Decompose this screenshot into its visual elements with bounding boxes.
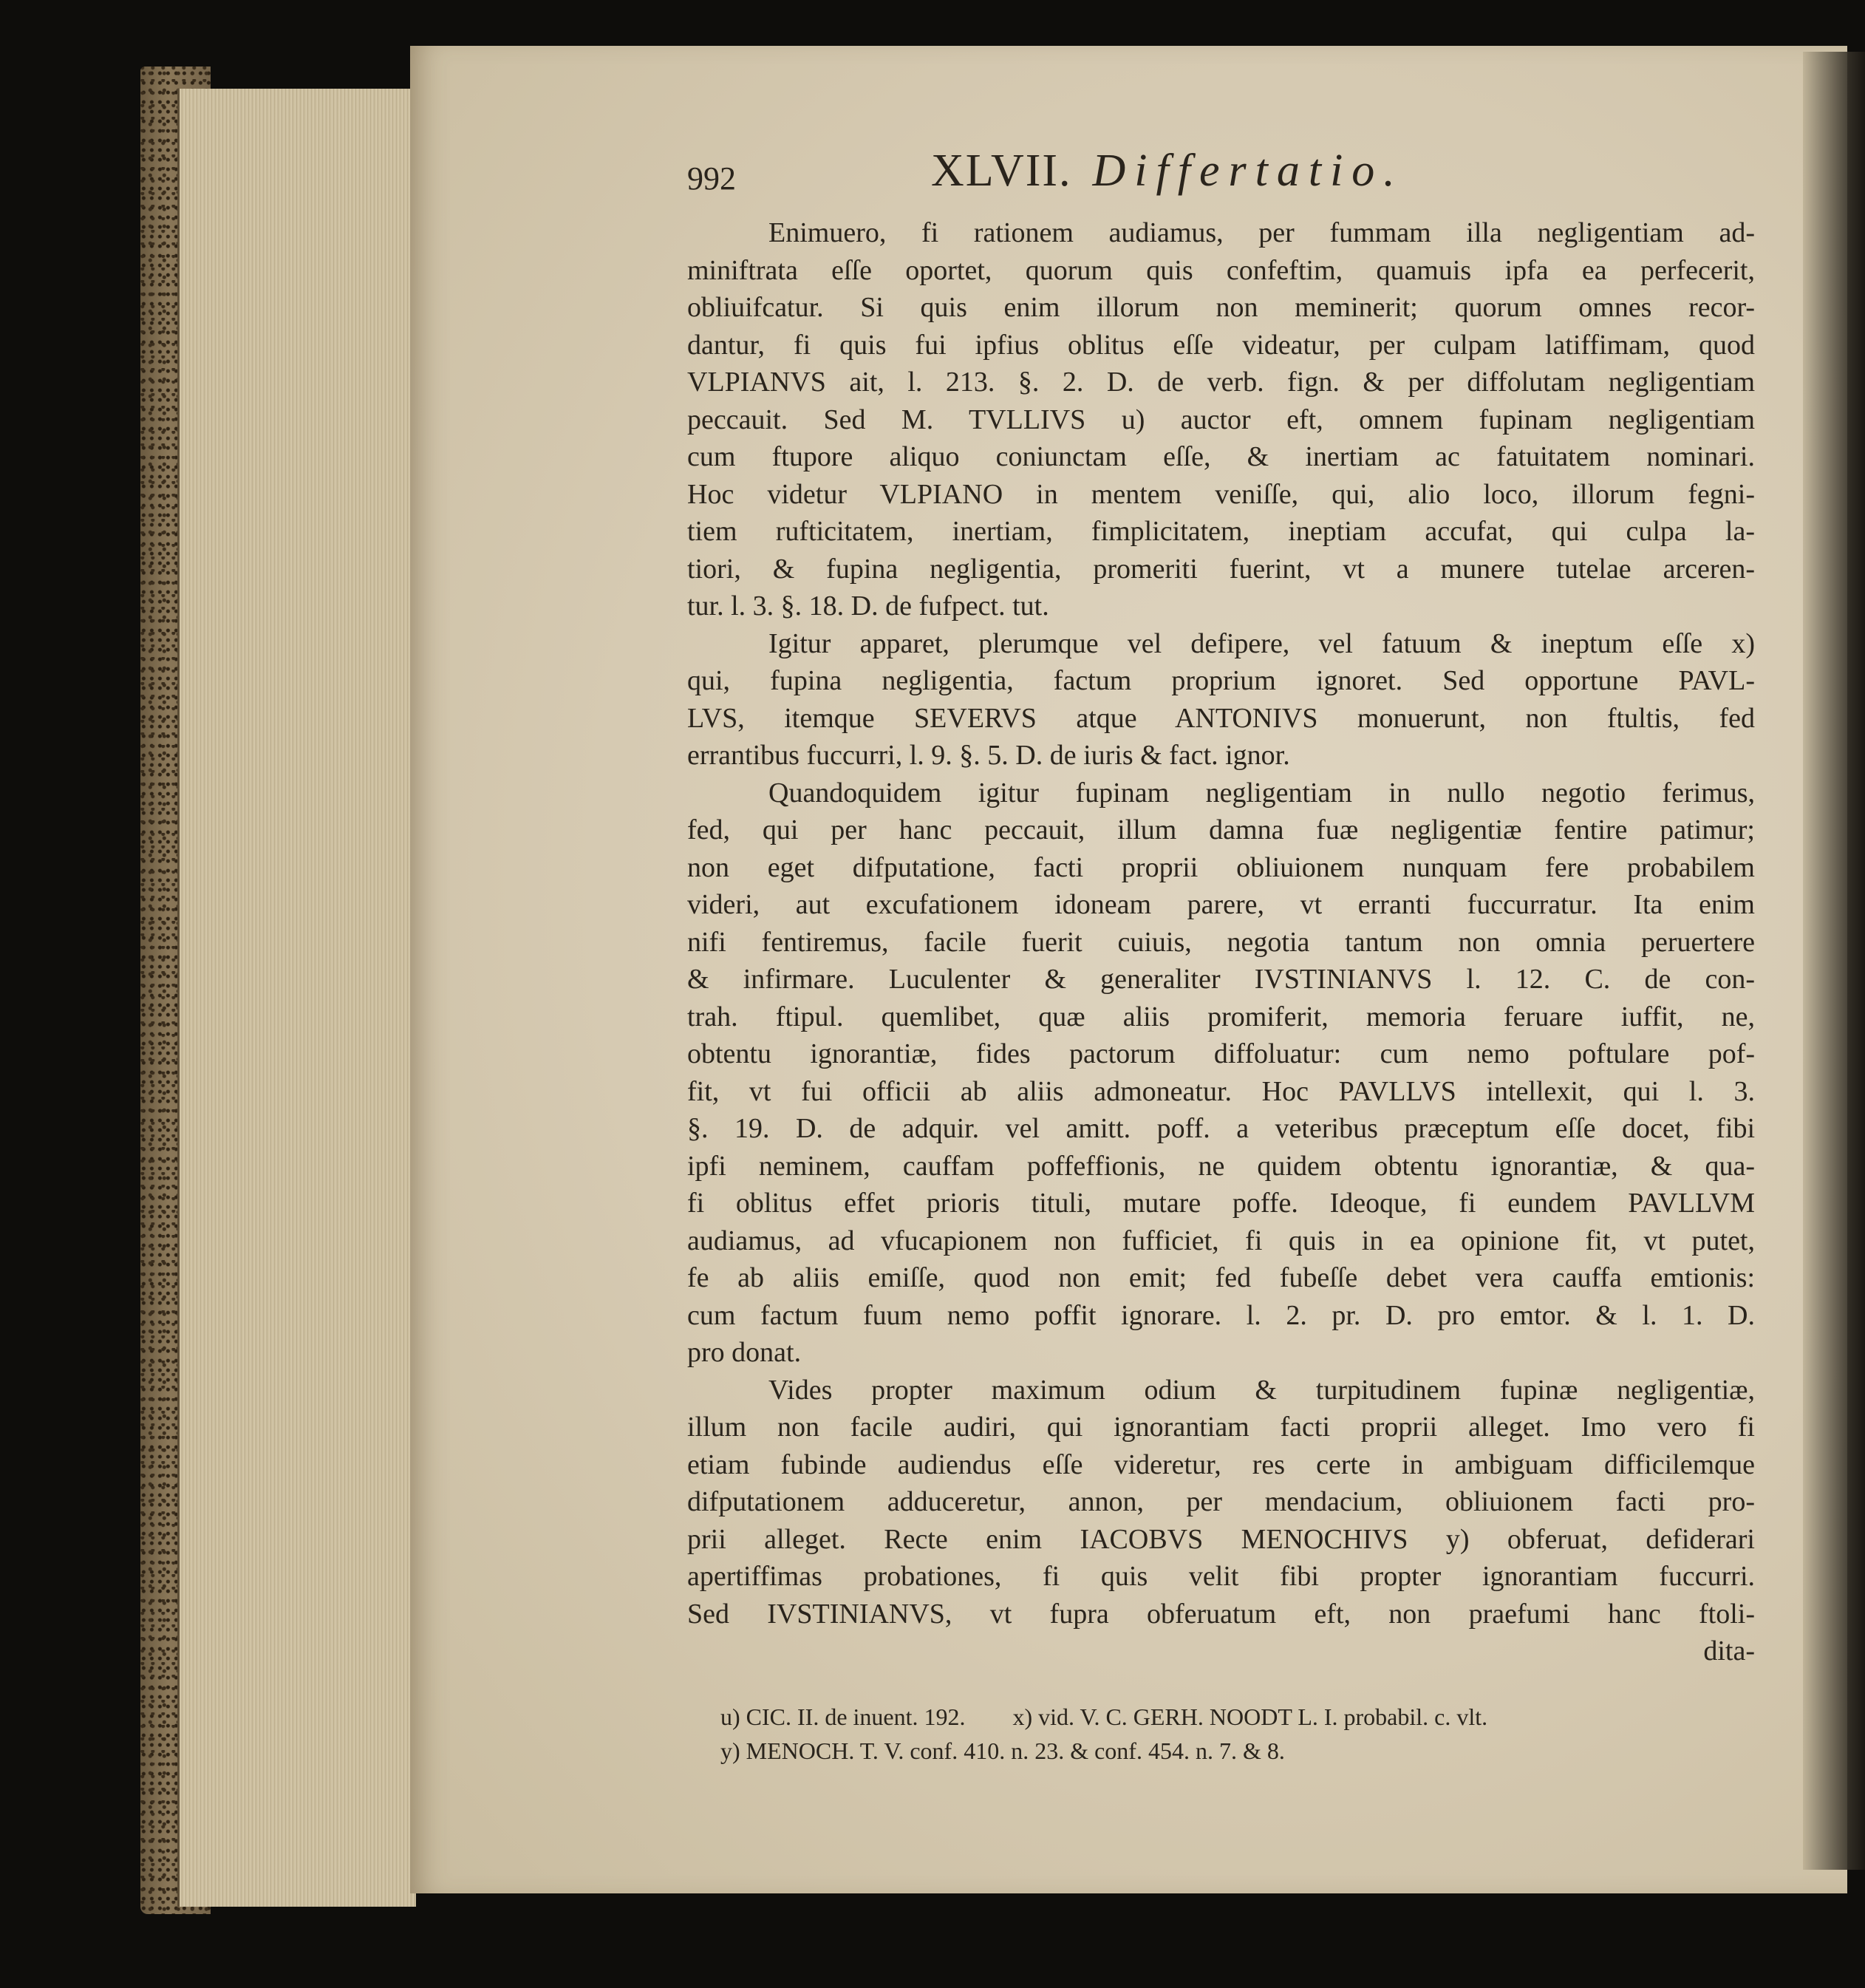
text-line: Sed IVSTINIANVS, vt fupra obferuatum eft, non praefumi hanc ftoli- [687,1598,1755,1630]
facing-page-edge [1803,52,1865,1870]
text-line: fe ab aliis emiſſe, quod non emit; fed fubeſſe debet vera cauffa emtionis: [687,1262,1755,1293]
page-text [687,133,1755,1768]
text-line: §. 19. D. de adquir. vel amitt. poff. a veteribus præceptum eſſe docet, fibi [687,1113,1755,1144]
running-title-roman: XLVII. [931,146,1072,196]
text-line: errantibus fuccurri, l. 9. §. 5. D. de iuris & fact. ignor. [687,740,1290,771]
text-line: Quandoquidem igitur fupinam negligentiam in nullo negotio ferimus, [768,777,1755,809]
text-line: Enimuero, fi rationem audiamus, per fummam illa negligentiam ad- [768,217,1755,248]
text-line: & infirmare. Luculenter & generaliter IVSTINIANVS l. 12. C. de con- [687,964,1755,995]
text-line: qui, fupina negligentia, factum proprium ignoret. Sed opportune PAVL- [687,665,1755,696]
text-line: Hoc videtur VLPIANO in mentem veniſſe, qui, alio loco, illorum fegni- [687,478,1755,510]
text-line: obliuifcatur. Si quis enim illorum non meminerit; quorum omnes recor- [687,292,1755,323]
footnote: u) CIC. II. de inuent. 192. x) vid. V. C. GERH. NOODT L. I. probabil. c. vlt. [720,1703,1488,1730]
text-line: pro donat. [687,1337,802,1368]
text-line: miniftrata eſſe oportet, quorum quis confeftim, quamuis ipfa ea perfecerit, [687,254,1755,286]
footnote: y) MENOCH. T. V. conf. 410. n. 23. & conf. 454. n. 7. & 8. [720,1737,1285,1764]
text-line: difputationem adduceretur, annon, per mendacium, obliuionem facti pro- [687,1486,1755,1517]
text-line: audiamus, ad vfucapionem non fufficiet, fi quis in ea opinione fit, vt putet, [687,1225,1755,1256]
text-line: cum ftupore aliquo coniunctam eſſe, & inertiam ac fatuitatem nominari. [687,441,1755,472]
text-line: fi oblitus effet prioris tituli, mutare poffe. Ideoque, fi eundem PAVLLVM [687,1188,1755,1219]
text-line: prii alleget. Recte enim IACOBVS MENOCHIVS y) obferuat, defiderari [687,1523,1755,1555]
running-title-word: Differtatio. [1092,146,1404,196]
text-line: obtentu ignorantiæ, fides pactorum diffoluatur: cum nemo poftulare pof- [687,1038,1755,1069]
text-line: tiem rufticitatem, inertiam, fimplicitatem, ineptiam accufat, qui culpa la- [687,516,1755,547]
text-line: Vides propter maximum odium & turpitudinem fupinæ negligentiæ, [768,1374,1755,1406]
text-line: videri, aut excufationem idoneam parere, vt erranti fuccurratur. Ita enim [687,889,1755,920]
text-line: cum factum fuum nemo poffit ignorare. l. 2. pr. D. pro emtor. & l. 1. D. [687,1299,1755,1331]
text-line: Igitur apparet, plerumque vel defipere, vel fatuum & ineptum eſſe x) [768,627,1755,659]
text-line: peccauit. Sed M. TVLLIVS u) auctor eft, omnem fupinam negligentiam [687,404,1755,435]
text-line: fit, vt fui officii ab aliis admoneatur. Hoc PAVLLVS intellexit, qui l. 3. [687,1075,1755,1107]
text-line: ipfi neminem, cauffam poffeffionis, ne quidem obtentu ignorantiæ, & qua- [687,1150,1755,1182]
page-block-edges [177,89,416,1907]
body-text [687,214,1755,1670]
running-header [687,133,1755,214]
running-title [931,145,1404,197]
text-line: apertiffimas probationes, fi quis velit fibi propter ignorantiam fuccurri. [687,1561,1755,1592]
text-line: nifi fentiremus, facile fuerit cuiuis, negotia tantum non omnia peruertere [687,926,1755,958]
text-line: non eget difputatione, facti proprii obliuionem nunquam fere probabilem [687,851,1755,883]
text-line: LVS, itemque SEVERVS atque ANTONIVS monuerunt, non ftultis, fed [687,702,1755,734]
text-line: VLPIANVS ait, l. 213. §. 2. D. de verb. fign. & per diffolutam negligentiam [687,367,1755,398]
text-line: tiori, & fupina negligentia, promeriti fuerint, vt a munere tutelae arceren- [687,553,1755,585]
catchword: dita- [1703,1635,1755,1667]
text-line: trah. ftipul. quemlibet, quæ aliis promiferit, memoria feruare iuffit, ne, [687,1001,1755,1032]
text-line: fed, qui per hanc peccauit, illum damna fuæ negligentiæ fentire patimur; [687,814,1755,845]
footnotes [687,1700,1755,1768]
text-line: illum non facile audiri, qui ignorantiam facti proprii alleget. Imo vero fi [687,1412,1755,1443]
text-line: dantur, fi quis fui ipfius oblitus eſſe videatur, per culpam latiffimam, quod [687,329,1755,361]
text-line: etiam fubinde audiendus eſſe videretur, res certe in ambiguam difficilemque [687,1449,1755,1480]
text-line: tur. l. 3. §. 18. D. de fufpect. tut. [687,590,1049,622]
page-number: 992 [687,160,736,197]
